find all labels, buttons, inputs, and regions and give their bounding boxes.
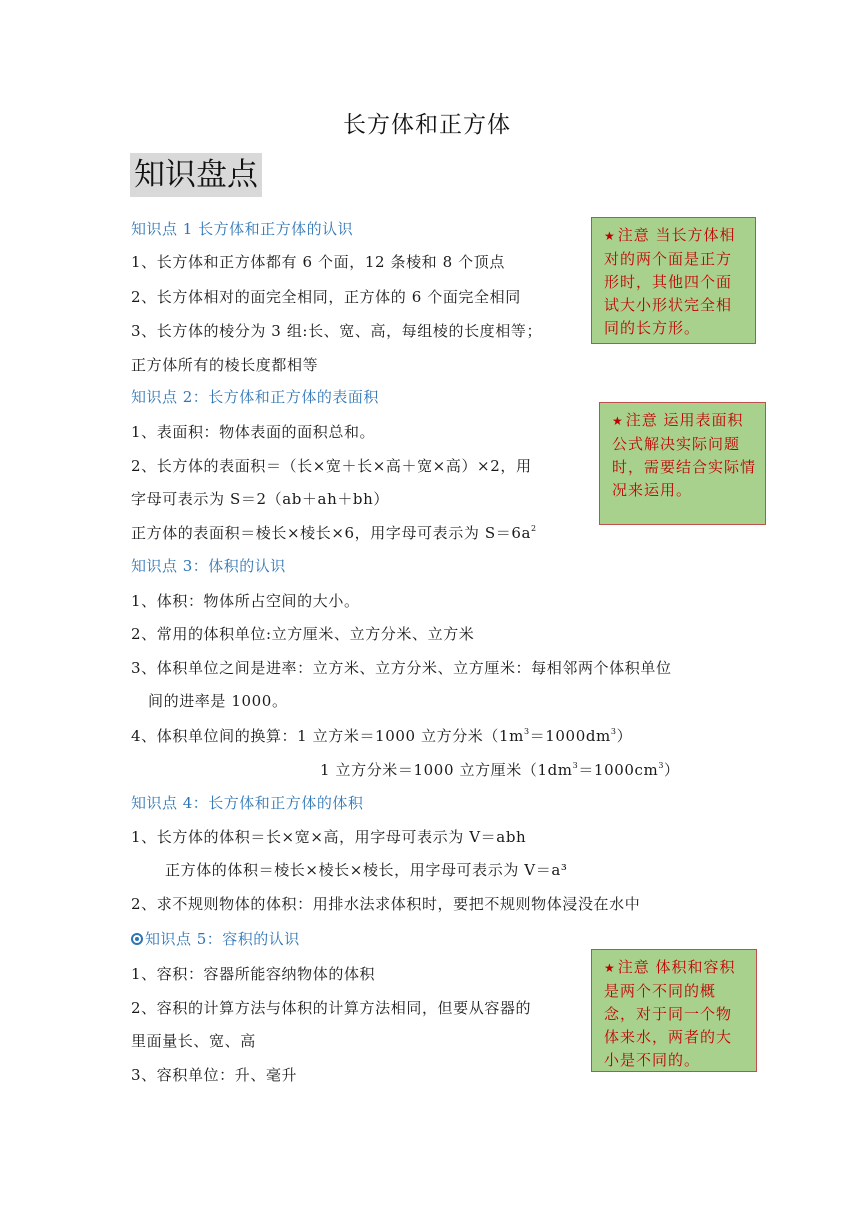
conv1-a: 4、体积单位间的换算：1 立方米＝1000 立方分米（1m — [131, 727, 524, 745]
conv2-sup2: 3 — [658, 761, 665, 770]
kp3-line-3: 3、体积单位之间是进率：立方米、立方分米、立方厘米：每相邻两个体积单位 — [131, 659, 672, 677]
star-icon: ★ — [612, 414, 624, 428]
star-icon: ★ — [604, 961, 616, 975]
note-box-3 — [591, 949, 757, 1072]
kp1-line-2: 2、长方体相对的面完全相同，正方体的 6 个面完全相同 — [131, 288, 521, 306]
kp3-line-2: 2、常用的体积单位:立方厘米、立方分米、立方米 — [131, 625, 475, 643]
kp1-title: 知识点 1 长方体和正方体的认识 — [131, 220, 354, 238]
kp2-line-4-text: 正方体的表面积＝棱长×棱长×6，用字母可表示为 S＝6a — [131, 524, 532, 542]
section-heading: 知识盘点 — [130, 153, 262, 197]
conv1-c: ） — [616, 727, 633, 745]
page-title: 长方体和正方体 — [343, 112, 511, 138]
kp5-line-2: 2、容积的计算方法与体积的计算方法相同，但要从容器的 — [131, 999, 532, 1017]
kp4-title: 知识点 4：长方体和正方体的体积 — [131, 794, 364, 812]
kp3-line-1: 1、体积：物体所占空间的大小。 — [131, 592, 360, 610]
kp5-line-3: 里面量长、宽、高 — [131, 1032, 256, 1050]
note-3-text: 注意 体积和容积是两个不同的概念，对于同一个物体来水，两者的大小是不同的。 — [604, 958, 736, 1069]
conv2-a: 1 立方分米＝1000 立方厘米（1dm — [320, 761, 573, 779]
kp3-line-4: 间的进率是 1000。 — [148, 692, 288, 710]
kp2-line-2: 2、长方体的表面积＝（长×宽＋长×高＋宽×高）×2，用 — [131, 457, 532, 475]
kp4-line-2: 正方体的体积＝棱长×棱长×棱长，用字母可表示为 V＝a³ — [165, 861, 568, 879]
kp3-title: 知识点 3：体积的认识 — [131, 557, 286, 575]
kp5-line-1: 1、容积：容器所能容纳物体的体积 — [131, 965, 376, 983]
kp2-line-4 — [131, 522, 537, 543]
note-1-text: 注意 当长方体相对的两个面是正方形时，其他四个面试大小形状完全相同的长方形。 — [604, 226, 736, 337]
conv1-b: ＝1000dm — [529, 727, 611, 745]
note-box-1 — [591, 217, 756, 344]
kp5-title: 知识点 5：容积的认识 — [145, 930, 300, 948]
kp4-line-3: 2、求不规则物体的体积：用排水法求体积时，要把不规则物体浸没在水中 — [131, 895, 641, 913]
kp5-title-row — [131, 928, 300, 949]
note-2-text: 注意 运用表面积公式解决实际问题时，需要结合实际情况来运用。 — [612, 411, 757, 499]
kp2-title: 知识点 2：长方体和正方体的表面积 — [131, 388, 379, 406]
kp1-line-3: 3、长方体的棱分为 3 组:长、宽、高，每组棱的长度相等； — [131, 322, 543, 340]
target-icon — [131, 933, 143, 945]
kp4-line-1: 1、长方体的体积＝长×宽×高，用字母可表示为 V＝abh — [131, 828, 527, 846]
conv1-sup1: 3 — [523, 727, 530, 736]
conv1-sup2: 3 — [610, 727, 617, 736]
kp3-conversion-2 — [320, 759, 680, 780]
conv2-c: ） — [664, 761, 680, 779]
note-box-2 — [599, 402, 766, 525]
kp2-line-1: 1、表面积：物体表面的面积总和。 — [131, 423, 376, 441]
kp1-line-4: 正方体所有的棱长度都相等 — [131, 356, 319, 374]
kp5-line-4: 3、容积单位：升、毫升 — [131, 1066, 298, 1084]
kp3-conversion-1 — [131, 725, 632, 746]
kp2-exponent: 2 — [531, 524, 537, 533]
conv2-sup1: 3 — [572, 761, 579, 770]
star-icon: ★ — [604, 229, 616, 243]
kp2-line-3: 字母可表示为 S＝2（ab＋ah＋bh） — [131, 490, 389, 508]
conv2-b: ＝1000cm — [578, 761, 659, 779]
kp1-line-1: 1、长方体和正方体都有 6 个面，12 条棱和 8 个顶点 — [131, 253, 505, 271]
